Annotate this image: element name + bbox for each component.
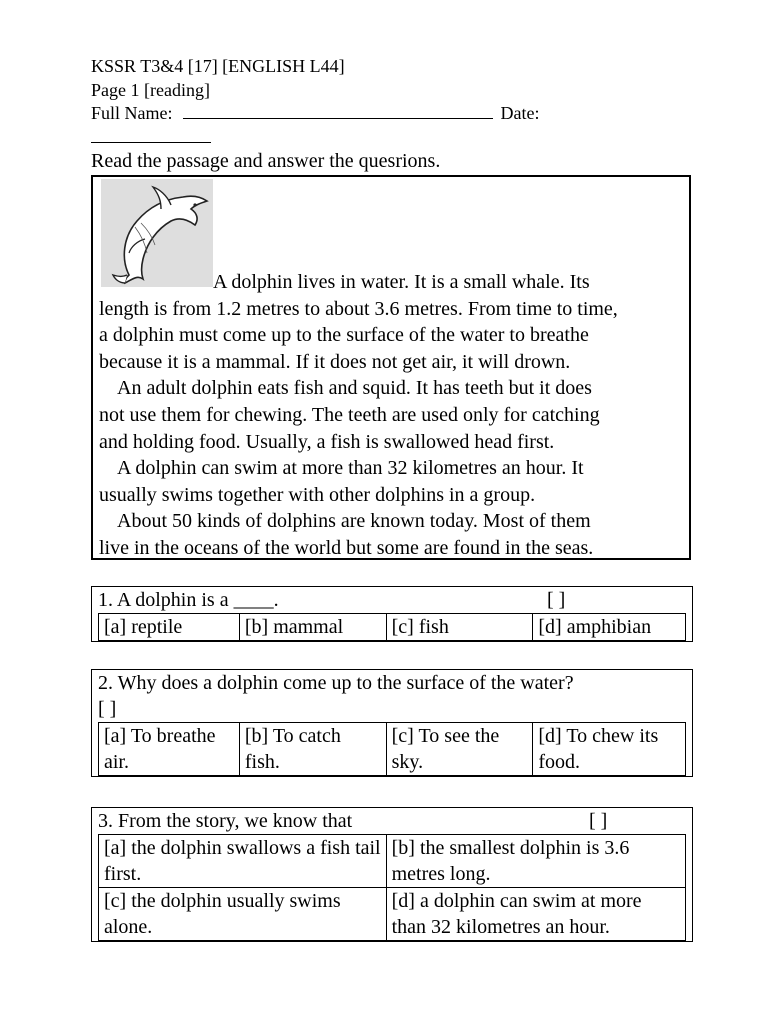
name-date-row <box>91 102 539 126</box>
worksheet-code: KSSR T3&4 [17] [ENGLISH L44] <box>91 56 345 76</box>
date-label: Date: <box>500 103 540 123</box>
passage-line: About 50 kinds of dolphins are known today. Most of them <box>117 510 591 533</box>
question-3-row <box>92 808 692 834</box>
option-d[interactable]: [d] To chew its food. <box>533 723 686 776</box>
answer-bracket-2[interactable]: [ ] <box>98 698 117 720</box>
passage-line: a dolphin must come up to the surface of the water to breathe <box>99 324 589 347</box>
passage-line: length is from 1.2 metres to about 3.6 metres. From time to time, <box>99 297 618 320</box>
question-1-text: 1. A dolphin is a ____. <box>98 589 279 611</box>
page-label: Page 1 [reading] <box>91 79 210 100</box>
answer-bracket-1[interactable]: [ ] <box>547 589 566 611</box>
option-d[interactable]: [d] a dolphin can swim at more than 32 kilometres an hour. <box>386 888 685 941</box>
passage-line: not use them for chewing. The teeth are used only for catching <box>99 403 600 426</box>
option-a[interactable]: [a] reptile <box>99 614 240 641</box>
question-1-options <box>98 613 686 641</box>
passage-line: live in the oceans of the world but some are found in the seas. <box>99 536 594 559</box>
answer-bracket-3[interactable]: [ ] <box>589 810 608 832</box>
question-1-row <box>92 587 692 613</box>
worksheet-header <box>91 55 539 149</box>
option-b[interactable]: [b] mammal <box>239 614 386 641</box>
question-3-box <box>91 807 693 942</box>
option-d[interactable]: [d] amphibian <box>533 614 686 641</box>
instruction-text: Read the passage and answer the quesrions. <box>91 150 441 172</box>
name-label: Full Name: <box>91 103 173 123</box>
question-3-options <box>98 834 686 941</box>
name-blank-line <box>183 103 493 119</box>
question-2-row <box>92 670 692 722</box>
option-b[interactable]: [b] To catch fish. <box>239 723 386 776</box>
option-c[interactable]: [c] To see the sky. <box>386 723 533 776</box>
passage-body <box>99 269 689 562</box>
option-c[interactable]: [c] the dolphin usually swims alone. <box>99 888 387 941</box>
passage-line: An adult dolphin eats fish and squid. It has teeth but it does <box>117 377 592 400</box>
passage-line: A dolphin lives in water. It is a small whale. Its <box>213 271 590 293</box>
passage-line: and holding food. Usually, a fish is swallowed head first. <box>99 430 555 453</box>
date-blank-line <box>91 127 211 143</box>
question-2-text: 2. Why does a dolphin come up to the surface of the water? <box>98 672 574 694</box>
option-c[interactable]: [c] fish <box>386 614 533 641</box>
date-blank-row <box>91 126 539 150</box>
question-3-text: 3. From the story, we know that <box>98 810 353 832</box>
question-2-options <box>98 722 686 776</box>
option-a[interactable]: [a] the dolphin swallows a fish tail first. <box>99 835 387 888</box>
option-b[interactable]: [b] the smallest dolphin is 3.6 metres long. <box>386 835 685 888</box>
option-a[interactable]: [a] To breathe air. <box>99 723 240 776</box>
passage-line: usually swims together with other dolphins in a group. <box>99 483 536 506</box>
passage-line: A dolphin can swim at more than 32 kilometres an hour. It <box>117 457 584 480</box>
question-1-box <box>91 586 693 642</box>
reading-passage-box <box>91 175 691 560</box>
question-2-box <box>91 669 693 777</box>
passage-line: because it is a mammal. If it does not get air, it will drown. <box>99 350 571 373</box>
